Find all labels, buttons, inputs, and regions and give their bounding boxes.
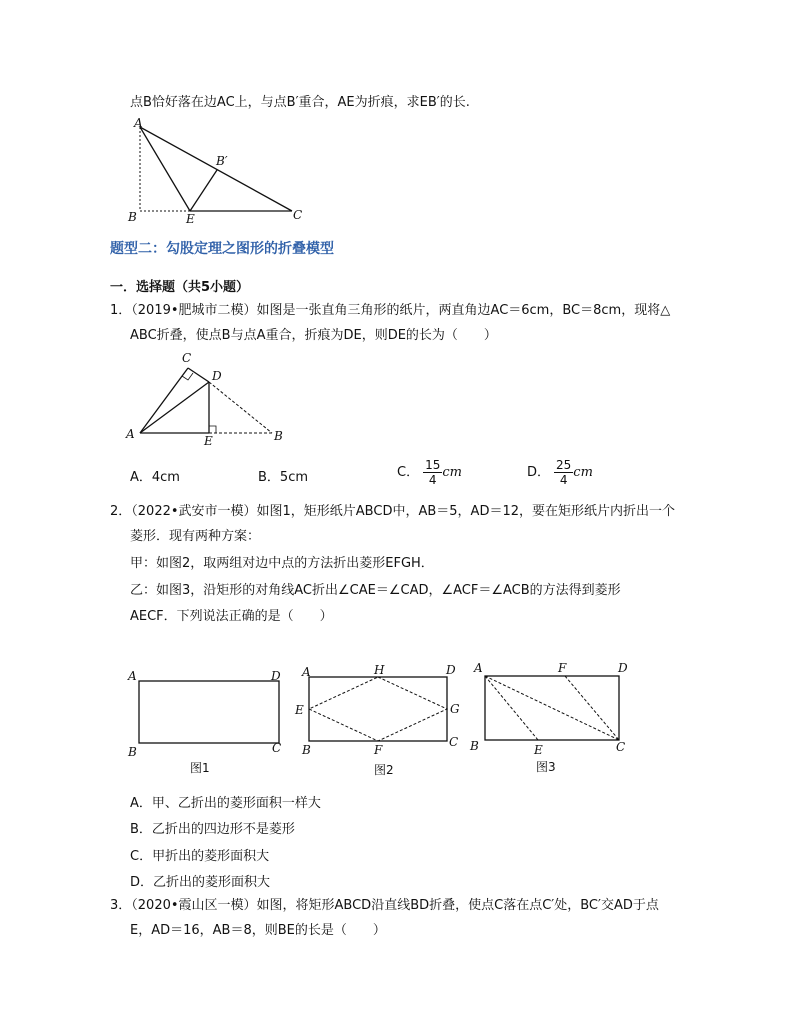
fig3-label-E: E xyxy=(534,743,543,757)
q2-line5: AECF．下列说法正确的是（ ） xyxy=(130,609,333,624)
q1-label-D: D xyxy=(212,369,222,383)
q2-figure-3 xyxy=(466,660,641,775)
fig3-label-F: F xyxy=(558,661,567,675)
label-C: C xyxy=(293,208,303,222)
q2-figure-2 xyxy=(292,662,467,780)
q1-option-d-den: 4 xyxy=(559,473,568,487)
q3-line1: 3．（2020•霞山区一模）如图，将矩形ABCD沿直线BD折叠，使点C落在点C′处，BC′交AD于点 xyxy=(110,898,659,913)
q2-line4: 乙：如图3，沿矩形的对角线AC折出∠CAE＝∠CAD，∠ACF＝∠ACB的方法得到菱形 xyxy=(130,583,621,598)
fig3-label-C: C xyxy=(616,740,626,754)
fig3-label-D: D xyxy=(618,661,628,675)
q1-line1: 1．（2019•肥城市二模）如图是一张直角三角形的纸片，两直角边AC＝6cm，BC＝8cm，现将△ xyxy=(110,303,671,318)
q2-figure-1 xyxy=(122,664,292,779)
fig2-label-A: A xyxy=(302,665,311,679)
q1-option-c-den: 4 xyxy=(428,473,437,487)
fig1-label-B: B xyxy=(128,745,137,759)
q1-line2: ABC折叠，使点B与点A重合，折痕为DE，则DE的长为（ ） xyxy=(130,328,497,343)
q1-option-d[interactable] xyxy=(527,458,593,487)
label-Bprime: B′ xyxy=(216,154,228,168)
label-E: E xyxy=(186,212,195,225)
q1-option-c-unit: cm xyxy=(442,465,462,480)
label-A: A xyxy=(134,116,143,130)
q1-option-d-prefix: D． xyxy=(527,465,551,480)
fig2-label-E: E xyxy=(295,703,304,717)
q1-option-d-unit: cm xyxy=(573,465,593,480)
q1-label-B: B xyxy=(274,429,283,443)
fig1-label-D: D xyxy=(271,669,281,683)
q2-option-d[interactable]: D．乙折出的菱形面积大 xyxy=(130,875,271,890)
fig1-label-C: C xyxy=(272,741,282,755)
q1-label-A: A xyxy=(126,427,135,441)
q2-line1: 2．（2022•武安市一模）如图1，矩形纸片ABCD中，AB＝5，AD＝12，要在矩形纸片内折出一个 xyxy=(110,504,675,519)
q1-option-a[interactable]: A．4cm xyxy=(130,470,180,485)
q1-label-E: E xyxy=(204,434,213,446)
q1-label-C: C xyxy=(182,351,192,365)
fig1-caption: 图1 xyxy=(190,761,210,775)
q1-option-d-fraction xyxy=(554,458,573,487)
q1-option-b[interactable]: B．5cm xyxy=(258,470,309,485)
figure-triangle-fold xyxy=(120,115,320,225)
section-subtitle: 一．选择题（共5小题） xyxy=(110,280,250,295)
q2-option-c[interactable]: C．甲折出的菱形面积大 xyxy=(130,849,270,864)
fig2-label-D: D xyxy=(446,663,456,677)
q1-option-c-fraction xyxy=(423,458,442,487)
q1-figure xyxy=(122,346,297,446)
fig2-label-H: H xyxy=(374,663,385,677)
q1-option-c[interactable] xyxy=(397,458,462,487)
fig3-label-A: A xyxy=(474,661,483,675)
fig2-caption: 图2 xyxy=(374,763,394,777)
q1-option-c-prefix: C． xyxy=(397,465,420,480)
fig3-caption: 图3 xyxy=(536,760,556,774)
fig2-label-G: G xyxy=(450,702,460,716)
intro-text: 点B恰好落在边AC上，与点B′重合，AE为折痕，求EB′的长. xyxy=(130,95,470,110)
q2-line2: 菱形．现有两种方案： xyxy=(130,529,261,544)
q3-line2: E，AD＝16，AB＝8，则BE的长是（ ） xyxy=(130,923,386,938)
fig2-label-F: F xyxy=(374,743,383,757)
q1-option-c-num: 15 xyxy=(425,458,441,472)
fig2-label-C: C xyxy=(449,735,459,749)
q1-option-d-num: 25 xyxy=(556,458,572,472)
q2-option-b[interactable]: B．乙折出的四边形不是菱形 xyxy=(130,822,295,837)
fig1-label-A: A xyxy=(128,669,137,683)
fig2-label-B: B xyxy=(302,743,311,757)
fig3-label-B: B xyxy=(470,739,479,753)
q2-line3: 甲：如图2，取两组对边中点的方法折出菱形EFGH． xyxy=(130,556,434,571)
label-B: B xyxy=(128,210,137,224)
section-title: 题型二：勾股定理之图形的折叠模型 xyxy=(110,241,334,257)
q2-option-a[interactable]: A．甲、乙折出的菱形面积一样大 xyxy=(130,796,321,811)
